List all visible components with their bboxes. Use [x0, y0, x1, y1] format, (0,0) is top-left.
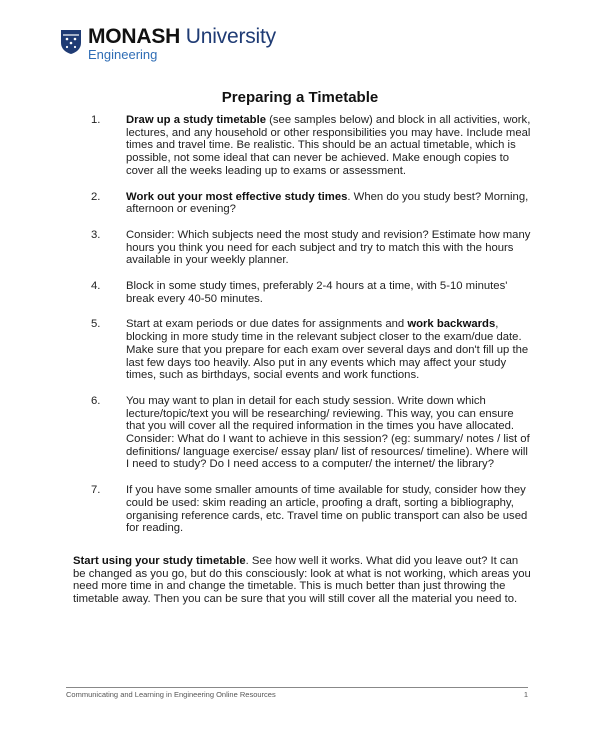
item-text: If you have some smaller amounts of time available for study, consider how they could be used: skim reading an article, proofing a draft, sorting a bibliography, organising reference cards, etc. Travel time on public transport can also be used for reading. [126, 484, 528, 535]
item-number: 4. [91, 280, 101, 293]
list-item-4 [91, 280, 531, 305]
closing-text: . See how well it works. What did you leave out? It can be changed as you go, but do this consciously: look at what is not working, which areas you need more time in and change the timetable. This is much better than just throwing the timetable away. Then you can be sure that you will still cover all the material you need to. [73, 555, 531, 606]
item-bold: Draw up a study timetable [126, 114, 266, 126]
item-number: 6. [91, 394, 101, 407]
footer-text: Communicating and Learning in Engineering Online Resources [66, 690, 276, 699]
item-text: You may want to plan in detail for each study session. Write down which lecture/topic/text you will be researching/ reviewing. This way, you can ensure that you will cover all the required information in the times you have allocated. Consider: What do I want to achieve in this session? (eg: summary/ notes / list of definitions/ language exercise/ essay plan/ list of resources/ timeline). Where will I need to study? Do I need access to a computer/ the internet/ the library? [126, 394, 530, 471]
page-title: Preparing a Timetable [221, 89, 379, 106]
item-bold: work backwards [407, 318, 496, 331]
item-bold: Work out your most effective study times [126, 190, 348, 203]
monash-logo [60, 26, 276, 61]
brand-name [88, 26, 276, 47]
item-text-pre: Start at exam periods or due dates for assignments and [126, 318, 408, 331]
item-text: Consider: Which subjects need the most study and revision? Estimate how many hours you think you need for each subject and try to match this with the hours available in your weekly planner. [126, 228, 531, 267]
item-number: 2. [91, 190, 101, 203]
item-number: 7. [91, 484, 101, 497]
item-number: 5. [91, 318, 101, 331]
brand-rest: University [180, 25, 276, 48]
list-item-6 [91, 395, 531, 471]
list-item-2 [91, 191, 531, 216]
monash-crest-icon [60, 29, 82, 55]
item-text: Block in some study times, preferably 2-4 hours at a time, with 5-10 minutes' break every 40-50 minutes. [126, 280, 508, 305]
page-footer [66, 687, 528, 699]
page-number: 1 [523, 690, 528, 699]
closing-bold: Start using your study timetable [73, 555, 246, 567]
item-text: , blocking in more study time in the relevant subject closer to the exam/due date. Make sure that you prepare for each exam over several days and don't fill up the last few days too heavily. Also put in any events which may affect your study times, such as birthdays, social events and work functions. [126, 318, 529, 382]
list-item-3 [91, 229, 531, 267]
list-item-1 [91, 114, 531, 178]
faculty-name: Engineering [88, 47, 158, 62]
closing-paragraph [73, 555, 533, 606]
list-item-7 [91, 484, 531, 535]
list-item-5 [91, 318, 531, 382]
item-text: (see samples below) and block in all activities, work, lectures, and any household or other responsibilities you may have. Include meal times and travel time. Be realistic. This should be an actual timetable, which is possible, not some ideal that can never be achieved. Make enough copies to cover all the weeks leading up to exams or assessment. [126, 114, 531, 177]
item-number: 3. [91, 228, 101, 241]
item-text: . When do you study best? Morning, afternoon or evening? [126, 190, 529, 216]
item-number: 1. [91, 114, 101, 126]
brand-bold: MONASH [88, 25, 181, 48]
timetable-steps [91, 114, 531, 548]
